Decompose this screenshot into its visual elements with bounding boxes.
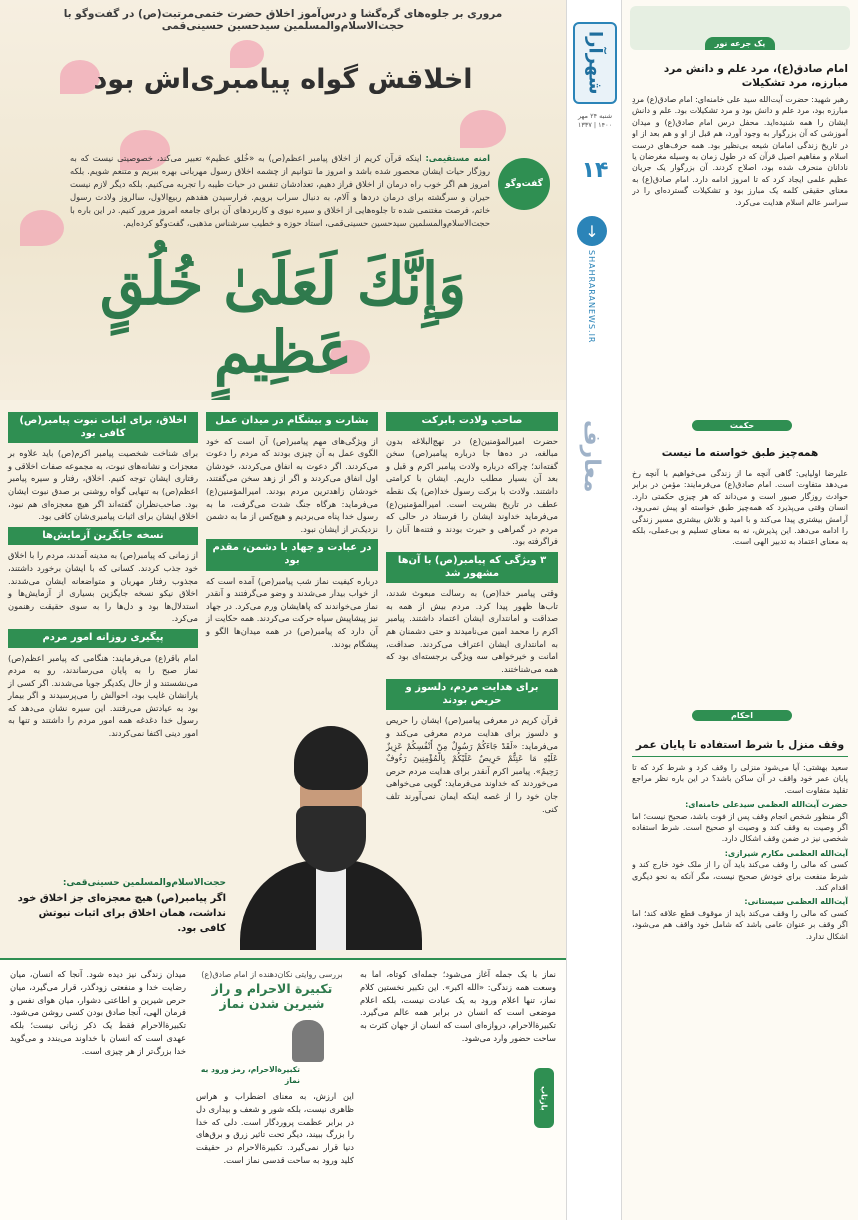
intro-text: اینکه قرآن کریم از اخلاق پیامبر اعظم(ص) به «خُلق عظیم» تعبیر می‌کند، خصوصیتی نیست که به روزگار حیات ایشان محصور شده باشد و امروز ما نتوانیم از چشمه اخلاق رسول مهربانی بهره ببریم و متنعم شویم. بلکه امروز هم اگر خوب راه درمان از اخلاق فراز دهیم، تعدادشان تنفس در حیات طیبه را تجربه می‌کنیم. بلکه دیگر لازم نیست حیران و سرگشته برای درمان دردها و آلام، به دنبال سراب برویم. فرارسیدن هفدهم ربیع‌الاول، سالروز ولادت رسول خاتم، فرصت مغتنمی شده تا جلوه‌هایی از اخلاق و سیره نبوی و کاربردهای آن برای جامعه امروز مرور کنیم. در این باره با حجت‌الاسلام‌والمسلمین سیدحسین حسینی‌قمی، استاد حوزه و خطیب سرشناس مذهبی، گفت‌وگو کرده‌ایم. [70, 153, 490, 228]
section-text: درباره کیفیت نماز شب پیامبر(ص) آمده است که از خواب بیدار می‌شدند و وضو می‌گرفتند و آنقدر نماز می‌خواندند که پاهایشان ورم می‌کرد. در جهاد نیز پیشاپیش سپاه حرکت می‌کردند. همه حکایت از آن دارد که پیامبر(ص) در همه میدان‌ها الگو و پیشگام بودند. [206, 575, 378, 649]
page-number: ۱۴ [581, 158, 609, 183]
right-sidebar [622, 0, 858, 1220]
section-text: برای شناخت شخصیت پیامبر اکرم(ص) باید علاوه بر معجزات و نشانه‌های نبوت، به مجموعه صفات اخلاقی و رفتاری ایشان توجه کنیم. اخلاق، رفتار و سیره پیامبر اعظم(ص) به تنهایی گواه روشنی بر صدق نبوت ایشان بود. صاحب‌نظران گفته‌اند اگر هیچ معجزه‌ای هم نبود، اخلاق ایشان برای اثبات پیامبری‌شان کافی بود. [8, 448, 198, 522]
section-title: اخلاق، برای اثبات نبوت پیامبر(ص) کافی بود [8, 412, 198, 443]
sidebar-tag-1: حکمت [692, 420, 792, 431]
section-title: ۳ ویژگی که پیامبر(ص) با آن‌ها مشهور شد [386, 552, 558, 583]
ruling-authority: آیت‌الله العظمی مکارم شیرازی: [724, 848, 848, 858]
sidebar-text-1: رهبر شهید: حضرت آیت‌الله سید علی خامنه‌ای: امام صادق(ع) مردِ مبارزه بود، مرد علم و دانش بود و مرد تشکیلات بود. علم و دانش ایشان را همه شنیده‌اید. محفل درس امام صادق(ع) و میدان آموزشی که آن بزرگوار به وجود آورد، هم قبل از او و هم بعد از او در تاریخ زندگی امامان شیعه بی‌نظیر بود. همه حرف‌های درست اسلام و مفاهیم اصیل قرآن که در طول زمان به وسیله مغرضان یا نادانان منحرف شده بود، اصلاح کردند. آن بزرگوار یک جریان عظیم علمی ایجاد کرد که تا امروز ادامه دارد. امام صادق(ع) به معنای حقیقی کلمه یک مبارز بود و تشکیلات گسترده‌ای را در سراسر عالم اسلام هدایت می‌کرد. [632, 95, 848, 207]
section-tag: بازتاب [534, 1068, 554, 1128]
masthead-strip [566, 0, 622, 1220]
ruling-intro: سعید بهشتی: آیا می‌شود منزلی را وقف کرد و شرط کرد که تا پایان عمر خود واقف در آن ساکن باشد؟ در این باره نظر مراجع تقلید متفاوت است. [632, 763, 848, 795]
hero-banner [0, 0, 566, 400]
hero-title: اخلاقش گواه پیامبری‌اش بود [93, 64, 473, 95]
intro-paragraph [70, 152, 490, 230]
section-text: قرآن کریم در معرفی پیامبر(ص) ایشان را حریص و دلسوز برای هدایت مردم معرفی می‌کند و می‌فرماید: «لَقَدْ جَاءَكُمْ رَسُولٌ مِنْ أَنْفُسِكُمْ عَزِيزٌ عَلَيْهِ مَا عَنِتُّمْ حَرِيصٌ عَلَيْكُمْ بِالْمُؤْمِنِينَ رَءُوفٌ رَحِيمٌ». پیامبر اکرم آنقدر برای هدایت مردم حرص می‌خوردند که خداوند می‌فرماید: گویی می‌خواهی جان خود را از غصه اینکه ایمان نمی‌آورند تلف کنی. [386, 715, 558, 814]
bottom-title: تکبیرة الاحرام و راز شیرین شدن نماز [211, 981, 333, 1011]
sidebar-headline-3: وقف منزل با شرط استفاده تا پایان عمر [635, 739, 845, 751]
section-text: از ویژگی‌های مهم پیامبر(ص) آن است که خود الگوی عمل به آن چیزی بودند که مردم را دعوت می‌کردند. اگر دعوت به انفاق می‌کردند، خودشان اول انفاق می‌کردند و اگر از زهد سخن می‌گفتند، خودشان زاهدترین مردم بودند. امیرالمؤمنین(ع) می‌فرماید: هرگاه جنگ شدت می‌گرفت، ما به رسول خدا پناه می‌بردیم و هیچ‌کس از ما به دشمن نزدیک‌تر از ایشان نبود. [206, 435, 378, 534]
column-middle [206, 408, 378, 654]
sidebar-banner [630, 6, 850, 50]
bottom-inner-quote: تکبیرة‌الاحرام، رمز ورود به نماز [200, 1065, 300, 1085]
quran-calligraphy: وَإِنَّكَ لَعَلَىٰ خُلُقٍ عَظِيمٍ [99, 250, 467, 386]
sidebar-banner-label: یک جرعه نور [705, 37, 775, 50]
petal-decoration [20, 210, 64, 246]
bottom-title-block [192, 970, 352, 1011]
newspaper-logo: شهرآرا [573, 22, 617, 104]
ruling-text: کسی که مالی را وقف می‌کند باید آن را از ملک خود خارج کند و شرط منفعت برای خودش صحیح نیست، مگر آنکه به نحو دیگری اقدام کند. [632, 860, 848, 893]
section-name: معارف [579, 420, 604, 493]
section-title: صاحب ولادت بابرکت [386, 412, 558, 431]
pull-quote-author: حجت‌الاسلام‌والمسلمین حسینی‌قمی: [62, 878, 226, 888]
bottom-kicker: بررسی روایتی نکان‌دهنده از امام صادق(ع) [201, 970, 343, 979]
section-title: برای هدایت مردم، دلسوز و حریص بودند [386, 679, 558, 710]
section-text: امام باقر(ع) می‌فرمایند: هنگامی که پیامبر اعظم(ص) نماز صبح را به پایان می‌رساندند، رو به مردم می‌نشستند و از حال یکدیگر جویا می‌شدند. اگر کسی از یارانشان غایب بود، احوالش را می‌پرسیدند و اگر بیمار بود به عیادتش می‌رفتند. این سیره نشان می‌دهد که رسول خدا دغدغه همه امور مردم را داشتند و تنها به امور دینی اکتفا نمی‌کردند. [8, 652, 198, 739]
pull-quote [10, 876, 226, 950]
website-url: SHAHRARANEWS.IR [587, 250, 596, 344]
interview-tag: گفت‌وگو [498, 158, 550, 210]
bottom-column-left: میدان زندگی نیز دیده شود. آنجا که انسان، میان رضایت خدا و منفعتی زودگذر، قرار می‌گیرد، میان حرص شیرین و اطاعتی دشوار، میان هوای نفس و فرمان الهی، آنجا صادق بودن کسی روشن می‌شود. تکبیرة‌الاحرام فقط یک ذکر زبانی نیست؛ بلکه عهدی است که انسان با خداوند می‌بندد و می‌گوید خدا بزرگ‌تر از هر چیزی است. [10, 969, 186, 1056]
ruling-text: اگر منظور شخص انجام وقف پس از فوت باشد، صحیح نیست؛ اما اگر وصیت به وقف کند و وصیت او صحیح است. شرط استفاده شخصی نیز در ضمن وقف اشکال دارد. [632, 811, 848, 844]
section-title: نسخه جایگزین آزمایش‌ها [8, 527, 198, 546]
arrow-down-icon: ↓ [577, 216, 607, 246]
column-left [8, 408, 198, 744]
hero-tagline: مروری بر جلوه‌های گره‌گشا و درس‌آموز اخلاق حضرت ختمی‌مرتبت(ص) در گفت‌وگو با حجت‌الاسلام‌والمسلمین سیدحسین حسینی‌قمی [63, 8, 503, 32]
section-title: در عبادت و جهاد با دشمن، مقدم بود [206, 539, 378, 570]
bottom-column-middle: این ارزش، به معنای اضطراب و هراس ظاهری نیست، بلکه شور و شعف و بیداری دل در برابر عظمت پروردگار است. دلی که خدا را بزرگ ببیند، دیگر تحت تاثیر زرق و برق‌های دنیا قرار نمی‌گیرد. تکبیرة‌الاحرام در حقیقت کلید ورود به ساحت قدسی نماز است. [196, 1091, 354, 1165]
issue-date: شنبه ۲۴ مهر ۱۴۰۰ | ۱۳۳۷ [577, 112, 613, 129]
section-text: وقتی پیامبر خدا(ص) به رسالت مبعوث شدند، تاب‌ها ظهور پیدا کرد. مردم بیش از همه به صداقت و امانتداری ایشان اعتماد داشتند. پیامبر اکرم را محمد امین می‌نامیدند و حتی دشمنان هم به امانتداری ایشان اعتراف می‌کردند. صداقت، امانت و خیرخواهی سه ویژگی برجسته‌ای بود که همه می‌شناختند. [386, 588, 558, 674]
bottom-column-right: نماز با یک جمله آغاز می‌شود؛ جمله‌ای کوتاه، اما به وسعت همه زندگی: «الله اکبر». این تکبیر نخستین کلام نماز، تنها اعلام ورود به یک عبادت نیست، بلکه اعلام موضعی است که انسان در برابر همه عالم می‌گیرد. تکبیرة‌الاحرام، دروازه‌ای است که انسان از جهان کثرت به ساحت حضور وارد می‌شود. [360, 969, 556, 1043]
intro-author: امنه مستقیمی: [425, 153, 490, 163]
section-title: بشارت و بیشگام در میدان عمل [206, 412, 378, 431]
interviewee-portrait [236, 720, 426, 950]
ruling-authority: آیت‌الله العظمی سیستانی: [744, 897, 848, 907]
ruling-authority: حضرت آیت‌الله العظمی سیدعلی خامنه‌ای: [685, 800, 848, 810]
sidebar-headline-1: امام صادق(ع)، مرد علم و دانش مرد مبارزه، مرد تشکیلات [663, 63, 848, 89]
sidebar-text-3 [632, 762, 848, 1212]
petal-decoration [460, 110, 506, 148]
sidebar-headline-2: همه‌چیز طبق خواسته ما نیست [661, 447, 819, 459]
sidebar-tag-2: احکام [692, 710, 792, 721]
section-title: پیگیری روزانه امور مردم [8, 629, 198, 648]
bottom-article [0, 958, 566, 1220]
section-text: حضرت امیرالمؤمنین(ع) در نهج‌البلاغه بدون مبالغه، در ده‌ها جا درباره پیامبر(ص) سخن گفته‌اند؛ چراکه درباره ولادت پیامبر اکرم و قبل و بعد آن بسیار مطلب داریم. ایشان با کرامتی داشتند. ولادت با برکت رسول خدا(ص) یک نقطه عطف در تاریخ بشریت است. امیرالمؤمنین(ع) می‌فرماید خداوند ایشان را فرستاد در حالی که مردم در گمراهی و حیرت بودند و فتنه‌ها آنان را فراگرفته بود. [386, 435, 558, 547]
author-photo [292, 1020, 324, 1062]
section-text: از زمانی که پیامبر(ص) به مدینه آمدند، مردم را با اخلاق خود جذب کردند. کسانی که با ایشان برخورد داشتند، مجذوب رفتار مهربان و متواضعانه ایشان می‌شدند. اخلاق نیکو نسخه جایگزین بسیاری از آزمایش‌ها و استدلال‌ها بود و دل‌ها را به سوی حقیقت رهنمون می‌کرد. [8, 550, 198, 624]
pull-quote-text: اگر پیامبر(ص) هیچ معجزه‌ای جز اخلاق خود نداشت، همان اخلاق برای اثبات نبوتش کافی بود. [17, 893, 226, 934]
ruling-text: کسی که مالی را وقف می‌کند باید از موقوف قطع علاقه کند؛ اما اگر وقف بر عنوان عامی باشد که شامل خود واقف هم می‌شود، اشکال ندارد. [632, 908, 848, 941]
sidebar-text-2: علیرضا اولیایی: گاهی آنچه ما از زندگی می‌خواهیم با آنچه رخ می‌دهد متفاوت است. امام صادق(ع) می‌فرمایند: مؤمن در برابر حوادث روزگار صبور است و می‌داند که هر چیزی حکمتی دارد. انسان وقتی می‌پذیرد که همه‌چیز طبق خواسته او پیش نمی‌رود، آرامش بیشتری پیدا می‌کند و با امید و تلاش بیشتری مسیر زندگی را ادامه می‌دهد. این پذیرش، نه به معنای تسلیم و بی‌عملی، بلکه به معنای اعتماد به تدبیر الهی است. [632, 469, 848, 547]
divider [632, 756, 848, 757]
